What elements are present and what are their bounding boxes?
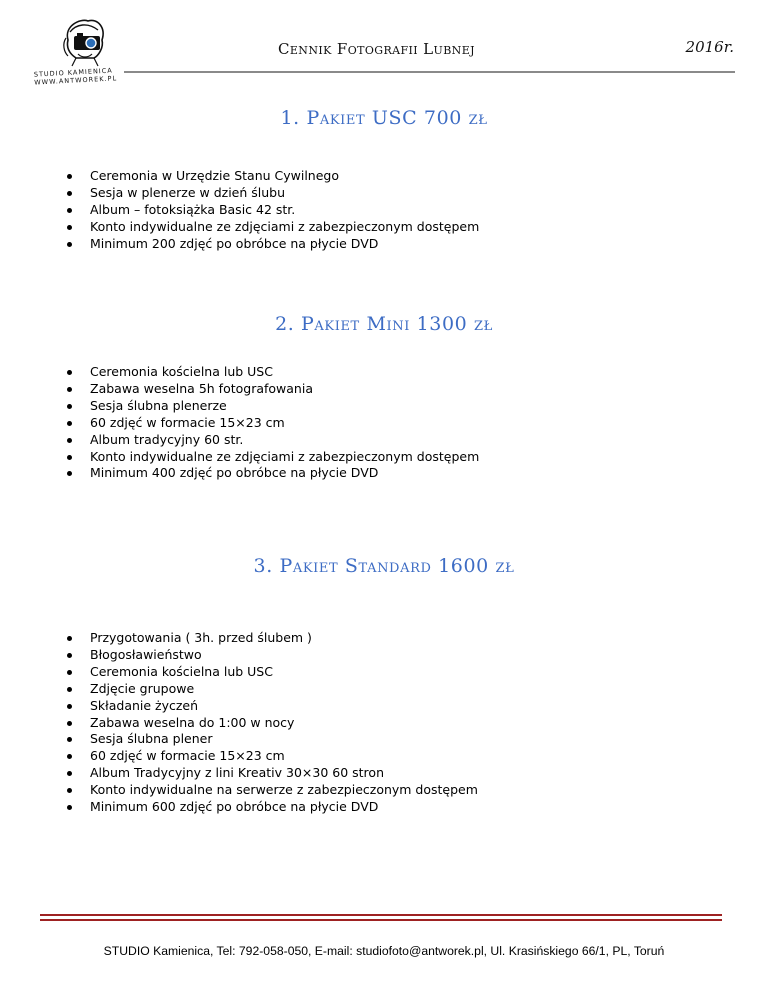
list-item: Minimum 400 zdjęć po obróbce na płycie DVD (64, 465, 479, 482)
package-3-title: 3. Pakiet Standard 1600 zł (253, 555, 515, 577)
list-item: Składanie życzeń (64, 698, 478, 715)
list-item: Sesja ślubna plenerze (64, 398, 479, 415)
list-item: Zabawa weselna do 1:00 w nocy (64, 715, 478, 732)
document-title: Cennik Fotografii Lubnej (278, 40, 475, 58)
list-item: Błogosławieństwo (64, 647, 478, 664)
list-item: Zabawa weselna 5h fotografowania (64, 381, 479, 398)
list-item: 60 zdjęć w formacie 15×23 cm (64, 748, 478, 765)
list-item: Minimum 200 zdjęć po obróbce na płycie DVD (64, 236, 479, 253)
package-2-list (64, 364, 479, 482)
list-item: 60 zdjęć w formacie 15×23 cm (64, 415, 479, 432)
package-1-title: 1. Pakiet USC 700 zł (280, 107, 488, 129)
list-item: Minimum 600 zdjęć po obróbce na płycie DVD (64, 799, 478, 816)
list-item: Konto indywidualne ze zdjęciami z zabezpieczonym dostępem (64, 449, 479, 466)
list-item: Zdjęcie grupowe (64, 681, 478, 698)
footer-divider-bottom (40, 919, 722, 921)
list-item: Przygotowania ( 3h. przed ślubem ) (64, 630, 478, 647)
footer-divider-top (40, 914, 722, 916)
footer-contact: STUDIO Kamienica, Tel: 792-058-050, E-mail: studiofoto@antworek.pl, Ul. Krasińskiego 66/1, PL, Toruń (103, 944, 665, 958)
list-item: Album tradycyjny 60 str. (64, 432, 479, 449)
list-item: Ceremonia w Urzędzie Stanu Cywilnego (64, 168, 479, 185)
list-item: Konto indywidualne ze zdjęciami z zabezpieczonym dostępem (64, 219, 479, 236)
list-item: Konto indywidualne na serwerze z zabezpieczonym dostępem (64, 782, 478, 799)
list-item: Album Tradycyjny z lini Kreativ 30×30 60 stron (64, 765, 478, 782)
header-divider (124, 71, 735, 73)
list-item: Ceremonia kościelna lub USC (64, 364, 479, 381)
package-3-list (64, 630, 478, 816)
document-year: 2016r. (685, 38, 734, 56)
list-item: Ceremonia kościelna lub USC (64, 664, 478, 681)
photographer-logo-icon (58, 18, 110, 68)
list-item: Sesja w plenerze w dzień ślubu (64, 185, 479, 202)
package-1-list (64, 168, 479, 253)
list-item: Sesja ślubna plener (64, 731, 478, 748)
package-2-title: 2. Pakiet Mini 1300 zł (275, 313, 493, 335)
list-item: Album – fotoksiążka Basic 42 str. (64, 202, 479, 219)
logo-caption: STUDIO KAMIENICA WWW.ANTWOREK.PL (33, 66, 118, 87)
studio-logo (34, 18, 128, 90)
